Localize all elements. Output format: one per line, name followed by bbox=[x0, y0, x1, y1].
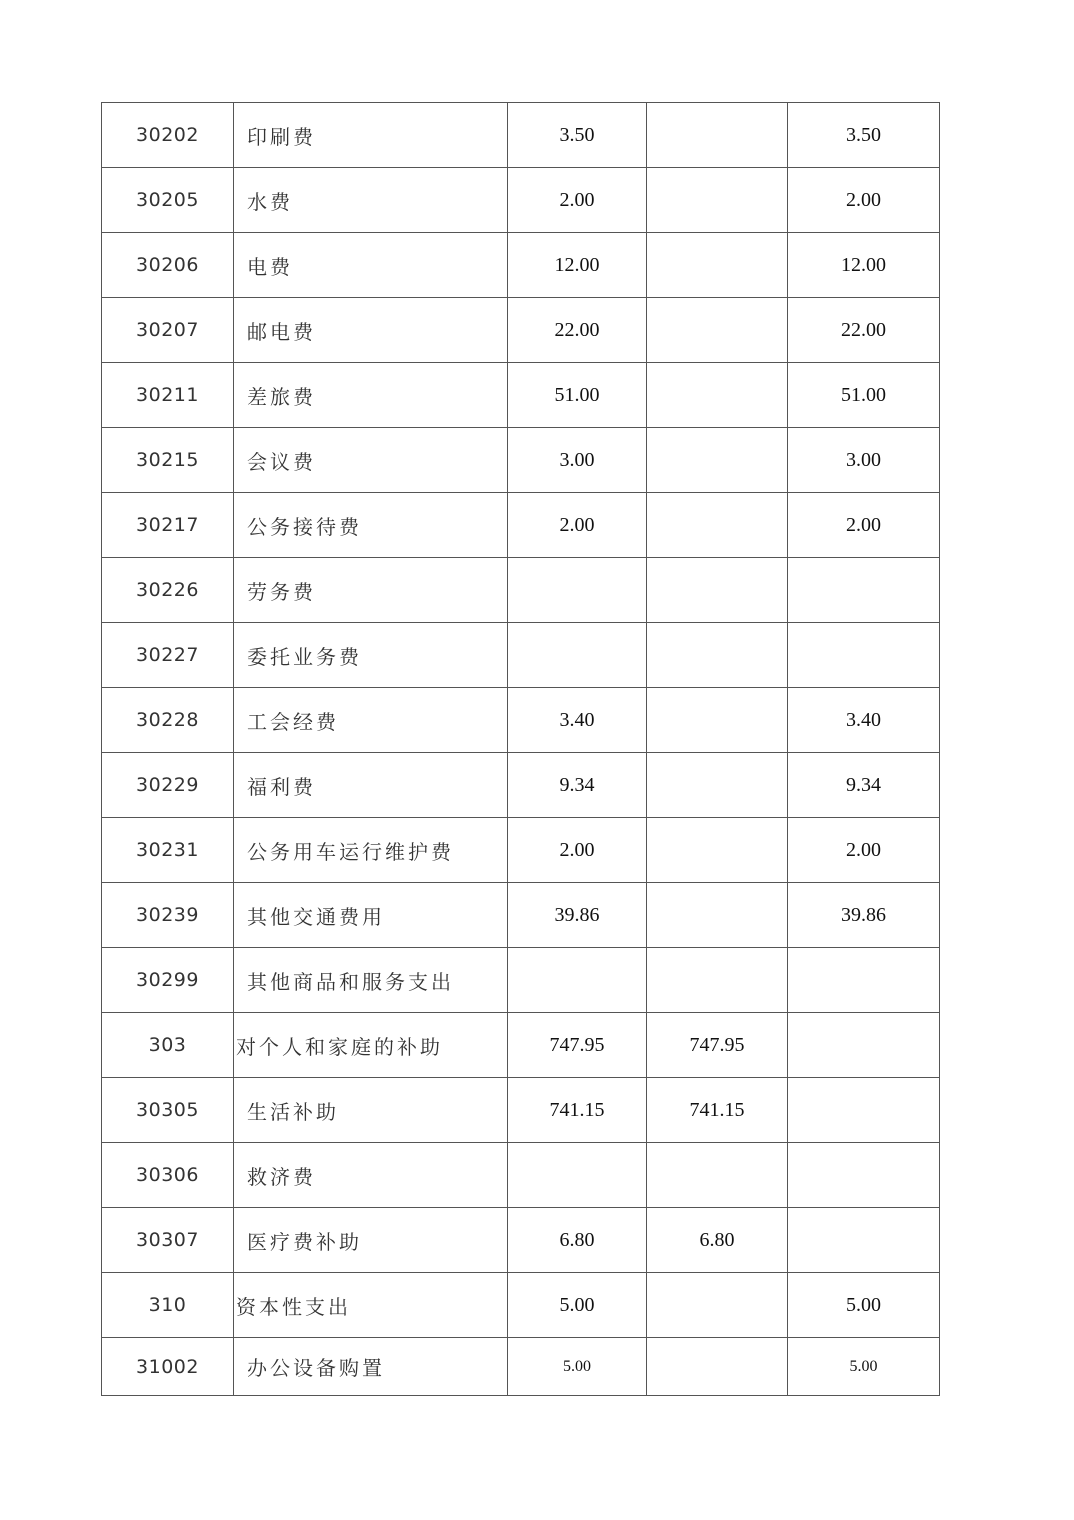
subject-code: 31002 bbox=[102, 1338, 234, 1396]
basic-amount bbox=[647, 168, 788, 233]
subject-name: 救济费 bbox=[234, 1143, 508, 1208]
project-amount: 2.00 bbox=[788, 818, 940, 883]
table-row bbox=[102, 558, 940, 623]
subject-code: 30211 bbox=[102, 363, 234, 428]
project-amount: 51.00 bbox=[788, 363, 940, 428]
table-row bbox=[102, 1143, 940, 1208]
subject-code: 30306 bbox=[102, 1143, 234, 1208]
subject-name: 办公设备购置 bbox=[234, 1338, 508, 1396]
total-amount bbox=[508, 1143, 647, 1208]
project-amount bbox=[788, 1143, 940, 1208]
subject-code: 303 bbox=[102, 1013, 234, 1078]
subject-name: 生活补助 bbox=[234, 1078, 508, 1143]
total-amount: 9.34 bbox=[508, 753, 647, 818]
total-amount: 5.00 bbox=[508, 1273, 647, 1338]
project-amount bbox=[788, 948, 940, 1013]
basic-amount bbox=[647, 493, 788, 558]
project-amount: 9.34 bbox=[788, 753, 940, 818]
table-row bbox=[102, 1013, 940, 1078]
subject-code: 30205 bbox=[102, 168, 234, 233]
subject-name: 福利费 bbox=[234, 753, 508, 818]
subject-code: 30231 bbox=[102, 818, 234, 883]
table-row bbox=[102, 233, 940, 298]
subject-name: 劳务费 bbox=[234, 558, 508, 623]
table-row bbox=[102, 363, 940, 428]
table-row bbox=[102, 623, 940, 688]
basic-amount bbox=[647, 753, 788, 818]
subject-code: 30228 bbox=[102, 688, 234, 753]
table-row bbox=[102, 1208, 940, 1273]
table-row bbox=[102, 1338, 940, 1396]
project-amount: 2.00 bbox=[788, 168, 940, 233]
basic-amount bbox=[647, 948, 788, 1013]
subject-code: 30207 bbox=[102, 298, 234, 363]
project-amount: 2.00 bbox=[788, 493, 940, 558]
subject-name: 印刷费 bbox=[234, 103, 508, 168]
subject-name: 差旅费 bbox=[234, 363, 508, 428]
subject-code: 30215 bbox=[102, 428, 234, 493]
basic-amount bbox=[647, 688, 788, 753]
total-amount bbox=[508, 948, 647, 1013]
project-amount: 22.00 bbox=[788, 298, 940, 363]
total-amount: 51.00 bbox=[508, 363, 647, 428]
basic-amount: 6.80 bbox=[647, 1208, 788, 1273]
total-amount: 747.95 bbox=[508, 1013, 647, 1078]
basic-amount bbox=[647, 298, 788, 363]
basic-amount: 741.15 bbox=[647, 1078, 788, 1143]
table-row bbox=[102, 1078, 940, 1143]
total-amount: 39.86 bbox=[508, 883, 647, 948]
subject-name: 电费 bbox=[234, 233, 508, 298]
subject-name: 公务接待费 bbox=[234, 493, 508, 558]
subject-name: 邮电费 bbox=[234, 298, 508, 363]
project-amount bbox=[788, 623, 940, 688]
project-amount: 12.00 bbox=[788, 233, 940, 298]
total-amount: 12.00 bbox=[508, 233, 647, 298]
table-row bbox=[102, 753, 940, 818]
subject-code: 30217 bbox=[102, 493, 234, 558]
total-amount bbox=[508, 558, 647, 623]
project-amount: 5.00 bbox=[788, 1273, 940, 1338]
subject-code: 30299 bbox=[102, 948, 234, 1013]
total-amount: 3.40 bbox=[508, 688, 647, 753]
basic-amount bbox=[647, 428, 788, 493]
project-amount: 3.00 bbox=[788, 428, 940, 493]
subject-code: 30305 bbox=[102, 1078, 234, 1143]
subject-name: 公务用车运行维护费 bbox=[234, 818, 508, 883]
subject-name: 其他交通费用 bbox=[234, 883, 508, 948]
subject-name: 资本性支出 bbox=[234, 1273, 508, 1338]
subject-code: 30202 bbox=[102, 103, 234, 168]
total-amount: 741.15 bbox=[508, 1078, 647, 1143]
total-amount: 3.00 bbox=[508, 428, 647, 493]
total-amount: 3.50 bbox=[508, 103, 647, 168]
table-row bbox=[102, 1273, 940, 1338]
total-amount: 22.00 bbox=[508, 298, 647, 363]
subject-code: 30226 bbox=[102, 558, 234, 623]
project-amount bbox=[788, 558, 940, 623]
project-amount bbox=[788, 1078, 940, 1143]
table-row bbox=[102, 493, 940, 558]
total-amount bbox=[508, 623, 647, 688]
subject-code: 30229 bbox=[102, 753, 234, 818]
total-amount: 2.00 bbox=[508, 493, 647, 558]
basic-amount bbox=[647, 1338, 788, 1396]
basic-amount: 747.95 bbox=[647, 1013, 788, 1078]
table-row bbox=[102, 818, 940, 883]
subject-code: 30227 bbox=[102, 623, 234, 688]
subject-code: 30307 bbox=[102, 1208, 234, 1273]
subject-code: 30239 bbox=[102, 883, 234, 948]
subject-name: 工会经费 bbox=[234, 688, 508, 753]
project-amount: 5.00 bbox=[788, 1338, 940, 1396]
table-row bbox=[102, 168, 940, 233]
project-amount: 3.40 bbox=[788, 688, 940, 753]
subject-code: 310 bbox=[102, 1273, 234, 1338]
subject-name: 水费 bbox=[234, 168, 508, 233]
total-amount: 2.00 bbox=[508, 818, 647, 883]
total-amount: 2.00 bbox=[508, 168, 647, 233]
subject-name: 委托业务费 bbox=[234, 623, 508, 688]
basic-amount bbox=[647, 1143, 788, 1208]
basic-amount bbox=[647, 818, 788, 883]
subject-name: 会议费 bbox=[234, 428, 508, 493]
table-row bbox=[102, 103, 940, 168]
basic-amount bbox=[647, 233, 788, 298]
project-amount: 3.50 bbox=[788, 103, 940, 168]
subject-name: 其他商品和服务支出 bbox=[234, 948, 508, 1013]
subject-name: 医疗费补助 bbox=[234, 1208, 508, 1273]
basic-amount bbox=[647, 103, 788, 168]
total-amount: 5.00 bbox=[508, 1338, 647, 1396]
project-amount bbox=[788, 1208, 940, 1273]
basic-amount bbox=[647, 623, 788, 688]
table-row bbox=[102, 688, 940, 753]
project-amount: 39.86 bbox=[788, 883, 940, 948]
total-amount: 6.80 bbox=[508, 1208, 647, 1273]
basic-amount bbox=[647, 883, 788, 948]
basic-amount bbox=[647, 558, 788, 623]
subject-name: 对个人和家庭的补助 bbox=[234, 1013, 508, 1078]
basic-amount bbox=[647, 363, 788, 428]
basic-amount bbox=[647, 1273, 788, 1338]
table-row bbox=[102, 948, 940, 1013]
subject-code: 30206 bbox=[102, 233, 234, 298]
table-row bbox=[102, 883, 940, 948]
project-amount bbox=[788, 1013, 940, 1078]
table-row bbox=[102, 428, 940, 493]
table-row bbox=[102, 298, 940, 363]
expenditure-table bbox=[101, 102, 940, 1396]
